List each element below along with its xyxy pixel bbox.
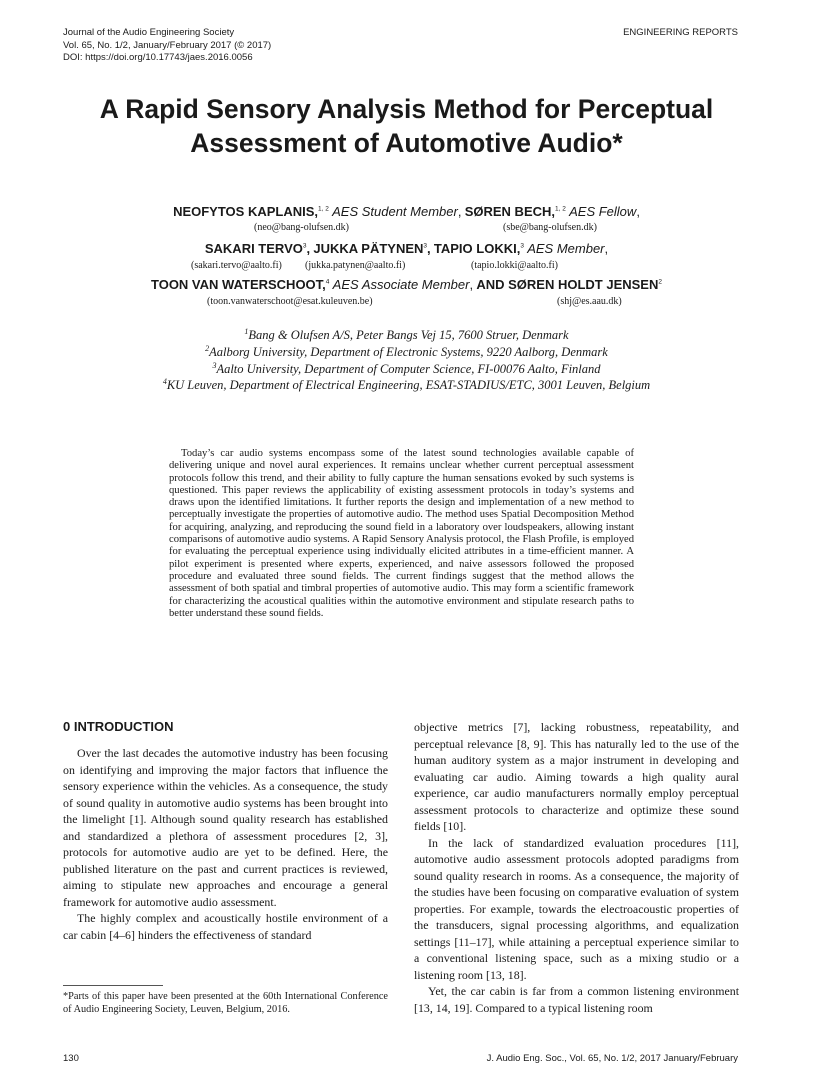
paragraph: In the lack of standardized evaluation procedures [11], automotive audio assessment protocols adopted paradigms from sound quality research in rooms. As a consequence, the majority of the studies have been focusing on comparative evaluation of system properties. For example, towards the electroacoustic properties of the transducers, signal processing algorithms, and equalization settings [11–17], while attaining a perceptual experience similar to a conventional listening space, such as a mixing studio or a listening room [13, 18]. <box>414 835 739 982</box>
author-membership: AES Fellow <box>569 204 637 219</box>
paragraph: objective metrics [7], lacking robustness, repeatability, and perceptual relevance [8, 9]. This has naturally led to the use of the human auditory system as a major instrument in developing and evaluating car audio. Aiming towards a high quality aural experience, car audio manufacturers normally employ perceptual assessment protocols to characterize and optimize these sound fields [10]. <box>414 720 739 833</box>
author-name: NEOFYTOS KAPLANIS, <box>173 204 319 219</box>
paragraph: The highly complex and acoustically hostile environment of a car cabin [4–6] hinders the effectiveness of standard <box>63 911 388 942</box>
author-email[interactable]: (sakari.tervo@aalto.fi) <box>191 260 282 271</box>
journal-info <box>63 27 271 65</box>
author-email[interactable]: (toon.vanwaterschoot@esat.kuleuven.be) <box>207 296 373 307</box>
journal-volume: Vol. 65, No. 1/2, January/February 2017 (© 2017) <box>63 39 272 51</box>
paragraph: Over the last decades the automotive industry has been focusing on identifying and improving the major factors that influence the sensory experience within the vehicles. As a consequence, the study of sound quality in automotive audio systems has been brought into the limelight [1]. Although sound quality research has established and standardized a plethora of assessment procedures [2, 3], protocols for automotive audio are yet to be defined. Here, the published literature on the past and current practices is reviewed, aiming to stipulate new approaches and encourage a general framework for automotive audio assessment. <box>63 746 388 909</box>
author-email[interactable]: (jukka.patynen@aalto.fi) <box>305 260 406 271</box>
author-name: TOON VAN WATERSCHOOT, <box>151 277 326 292</box>
section-label: ENGINEERING REPORTS <box>623 27 738 38</box>
title-line-1: A Rapid Sensory Analysis Method for Perceptual <box>99 94 714 124</box>
footnote-rule <box>63 985 163 986</box>
author-line-3: TOON VAN WATERSCHOOT,$^4$ AES Associate Member, AND SØREN HOLDT JENSEN$^2$ <box>151 277 662 292</box>
column-left <box>63 745 388 943</box>
author-email[interactable]: (sbe@bang-olufsen.dk) <box>503 222 597 233</box>
author-membership: AES Member <box>527 241 605 256</box>
paragraph: Yet, the car cabin is far from a common listening environment [13, 14, 19]. Compared to a typical listening room <box>414 984 739 1015</box>
column-right <box>414 719 739 1016</box>
title-line-2: Assessment of Automotive Audio* <box>190 128 623 158</box>
doi[interactable]: DOI: https://doi.org/10.17743/jaes.2016.0056 <box>63 52 253 63</box>
paper-title <box>40 92 773 160</box>
page-number: 130 <box>63 1053 79 1064</box>
affiliation: $^2$Aalborg University, Department of Electronic Systems, 9220 Aalborg, Denmark <box>205 344 608 360</box>
affiliation: $^3$Aalto University, Department of Computer Science, FI-00076 Aalto, Finland <box>212 361 601 377</box>
author-name: AND SØREN HOLDT JENSEN <box>476 277 659 292</box>
affiliation: $^1$Bang & Olufsen A/S, Peter Bangs Vej 15, 7600 Struer, Denmark <box>244 327 569 343</box>
author-membership: AES Student Member <box>332 204 458 219</box>
author-email[interactable]: (shj@es.aau.dk) <box>557 296 622 307</box>
footer-citation: J. Audio Eng. Soc., Vol. 65, No. 1/2, 2017 January/February <box>486 1053 738 1064</box>
author-line-2: SAKARI TERVO$^3$, JUKKA PÄTYNEN$^3$, TAPIO LOKKI,$^3$ AES Member, <box>204 241 609 256</box>
author-line-1: NEOFYTOS KAPLANIS,$^{1, 2}$ AES Student Member, SØREN BECH,$^{1, 2}$ AES Fellow, <box>173 204 640 219</box>
author-email[interactable]: (neo@bang-olufsen.dk) <box>254 222 350 233</box>
abstract: Today’s car audio systems encompass some of the latest sound technologies available capable of delivering unique and novel aural experiences. It remains unclear whether current perceptual assessment protocols follow this trend, and their ability to fully capture the human sensations evoked by such systems is questioned. This paper reviews the applicability of existing assessment protocols in today’s systems and draws upon the identified limitations. It further reports the design and implementation of a new method to perceptually investigate the properties of automotive audio. The method uses Spatial Decomposition Method for acquiring, analyzing, and reproducing the sound field in a laboratory over loudspeakers, allowing instant comparisons of automotive audio systems. A Rapid Sensory Analysis protocol, the Flash Profile, is employed for evaluating the perceptual experience using individually elicited attributes in a time-efficient manner. A pilot experiment is presented where experts, experienced, and naive assessors followed the proposed procedure and evaluated three sound fields. The current findings suggest that the method allows the assessment of both spatial and timbral properties of automotive audio. This may form a scientific framework for characterizing the acoustical qualities within the automotive environment and stipulate research paths to better understand these sound fields. <box>169 448 634 619</box>
author-name: SØREN BECH, <box>464 204 556 219</box>
author-name: SAKARI TERVO <box>204 241 303 256</box>
journal-name: Journal of the Audio Engineering Society <box>63 27 235 38</box>
affiliation: $^4$KU Leuven, Department of Electrical Engineering, ESAT-STADIUS/ETC, 3001 Leuven, Belgium <box>162 377 651 393</box>
author-name: TAPIO LOKKI, <box>433 241 521 256</box>
footnote: *Parts of this paper have been presented at the 60th International Conference of Audio Engineering Society, Leuven, Belgium, 2016. <box>63 991 388 1015</box>
section-heading: 0 INTRODUCTION <box>63 719 174 734</box>
author-email[interactable]: (tapio.lokki@aalto.fi) <box>471 260 558 271</box>
author-membership: AES Associate Member <box>332 277 470 292</box>
author-name: JUKKA PÄTYNEN <box>313 241 424 256</box>
